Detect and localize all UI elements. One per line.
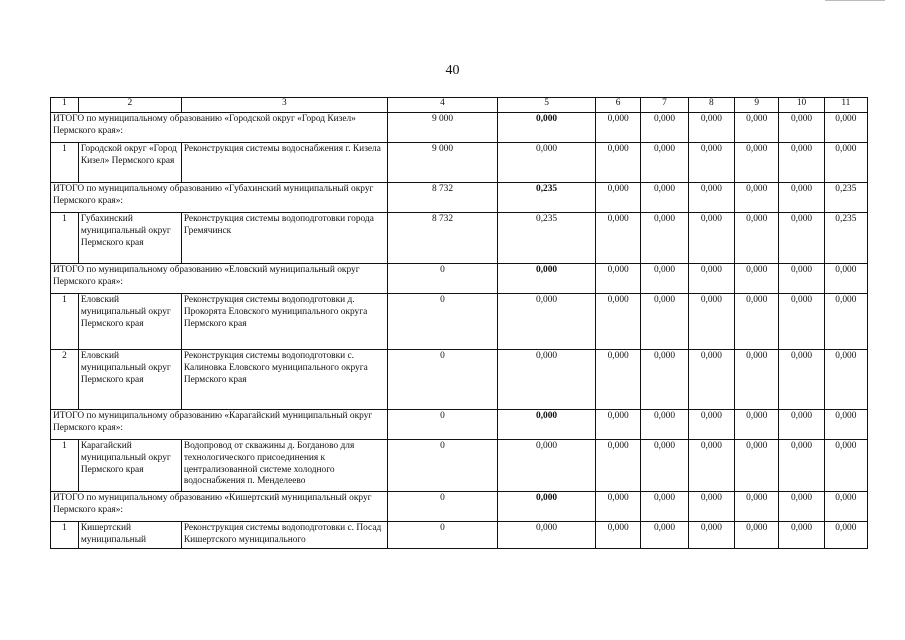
row-value: 0,000	[824, 522, 867, 549]
row-value: 9 000	[387, 143, 497, 183]
total-value: 0,000	[688, 492, 734, 522]
total-value: 0,000	[779, 113, 824, 143]
header-cell: 8	[688, 98, 734, 113]
row-value: 0,000	[641, 522, 688, 549]
row-number: 1	[51, 213, 79, 264]
total-value: 0,000	[641, 492, 688, 522]
table-row	[51, 213, 868, 264]
municipality-name: Карагайский муниципальный округ Пермского края	[78, 440, 181, 492]
row-value: 0	[387, 440, 497, 492]
total-value: 0,000	[641, 183, 688, 213]
row-value: 0,000	[735, 213, 779, 264]
total-value: 0	[387, 492, 497, 522]
row-value: 0,000	[824, 294, 867, 350]
table-row	[51, 522, 868, 549]
row-number: 2	[51, 350, 79, 410]
row-value: 0,000	[735, 522, 779, 549]
total-value: 0,000	[595, 113, 640, 143]
row-value: 0,000	[595, 143, 640, 183]
object-name: Реконструкция системы водоподготовки города Гремячинск	[181, 213, 387, 264]
total-value: 0,000	[498, 113, 596, 143]
total-value: 0,000	[498, 410, 596, 440]
table-row	[51, 143, 868, 183]
row-value: 0,000	[641, 213, 688, 264]
row-value: 0,235	[824, 213, 867, 264]
row-value: 0,000	[688, 350, 734, 410]
row-value: 0,000	[595, 350, 640, 410]
total-value: 0,000	[735, 113, 779, 143]
total-value: 0	[387, 410, 497, 440]
total-value: 0,000	[498, 264, 596, 294]
total-value: 0,000	[735, 492, 779, 522]
total-value: 0,235	[498, 183, 596, 213]
row-value: 0,000	[735, 143, 779, 183]
total-value: 0,000	[498, 492, 596, 522]
object-name: Реконструкция системы водоподготовки д. Прокорята Еловского муниципального округа Пермского края	[181, 294, 387, 350]
row-value: 0	[387, 294, 497, 350]
header-cell: 1	[51, 98, 79, 113]
total-label: ИТОГО по муниципальному образованию «Еловский муниципальный округ Пермского края»:	[51, 264, 388, 294]
total-label: ИТОГО по муниципальному образованию «Городской округ «Город Кизел» Пермского края»:	[51, 113, 388, 143]
row-number: 1	[51, 522, 79, 549]
row-value: 0,000	[779, 522, 824, 549]
municipality-name: Кишертский муниципальный	[78, 522, 181, 549]
row-value: 0,000	[824, 143, 867, 183]
row-value: 0,000	[688, 440, 734, 492]
total-row	[51, 113, 868, 143]
municipality-name: Еловский муниципальный округ Пермского края	[78, 294, 181, 350]
object-name: Реконструкция системы водоподготовки с. Калиновка Еловского муниципального округа Пермского края	[181, 350, 387, 410]
total-value: 0,000	[824, 492, 867, 522]
row-value: 0,000	[688, 522, 734, 549]
row-value: 0,000	[595, 294, 640, 350]
row-number: 1	[51, 440, 79, 492]
header-cell: 4	[387, 98, 497, 113]
row-value: 0,000	[498, 350, 596, 410]
row-value: 0,000	[688, 213, 734, 264]
total-row	[51, 410, 868, 440]
total-value: 0	[387, 264, 497, 294]
total-value: 0,000	[779, 492, 824, 522]
scan-artifact-line	[825, 0, 885, 1]
table-row	[51, 440, 868, 492]
table-row	[51, 294, 868, 350]
row-value: 0,000	[641, 440, 688, 492]
header-cell: 10	[779, 98, 824, 113]
total-value: 0,000	[688, 113, 734, 143]
row-value: 0,000	[688, 294, 734, 350]
row-value: 0,000	[498, 143, 596, 183]
total-label: ИТОГО по муниципальному образованию «Карагайский муниципальный округ Пермского края»:	[51, 410, 388, 440]
table-row	[51, 350, 868, 410]
header-cell: 3	[181, 98, 387, 113]
total-value: 0,000	[595, 410, 640, 440]
total-value: 0,000	[641, 264, 688, 294]
row-value: 0,000	[779, 143, 824, 183]
row-value: 0,000	[498, 522, 596, 549]
header-row	[51, 98, 868, 113]
total-value: 0,000	[779, 183, 824, 213]
total-value: 0,000	[688, 410, 734, 440]
object-name: Водопровод от скважины д. Богданово для технологического присоединения к централизованной системе холодного водоснабжения п. Менделеево	[181, 440, 387, 492]
total-value: 0,000	[688, 183, 734, 213]
row-value: 0,000	[641, 143, 688, 183]
row-value: 0,000	[779, 350, 824, 410]
row-value: 0,000	[824, 350, 867, 410]
total-value: 0,000	[641, 410, 688, 440]
row-value: 0,000	[735, 294, 779, 350]
total-value: 0,000	[595, 183, 640, 213]
total-value: 0,000	[824, 410, 867, 440]
total-label: ИТОГО по муниципальному образованию «Кишертский муниципальный округ Пермского края»:	[51, 492, 388, 522]
row-value: 0,000	[498, 294, 596, 350]
header-cell: 9	[735, 98, 779, 113]
row-value: 0,000	[595, 440, 640, 492]
municipality-name: Губахинский муниципальный округ Пермского края	[78, 213, 181, 264]
table-body	[51, 98, 868, 549]
header-cell: 5	[498, 98, 596, 113]
row-value: 0,000	[824, 440, 867, 492]
header-cell: 6	[595, 98, 640, 113]
row-number: 1	[51, 143, 79, 183]
total-value: 0,000	[595, 492, 640, 522]
row-value: 0,000	[595, 213, 640, 264]
data-table	[50, 97, 868, 549]
header-cell: 2	[78, 98, 181, 113]
row-value: 0,000	[779, 294, 824, 350]
total-row	[51, 264, 868, 294]
total-value: 9 000	[387, 113, 497, 143]
header-cell: 11	[824, 98, 867, 113]
total-value: 0,000	[595, 264, 640, 294]
total-value: 0,000	[735, 264, 779, 294]
page-number: 40	[445, 63, 460, 78]
total-value: 0,000	[779, 264, 824, 294]
row-value: 0,000	[779, 213, 824, 264]
row-number: 1	[51, 294, 79, 350]
header-cell: 7	[641, 98, 688, 113]
row-value: 0	[387, 522, 497, 549]
total-row	[51, 183, 868, 213]
row-value: 0,000	[641, 294, 688, 350]
row-value: 8 732	[387, 213, 497, 264]
total-value: 0,000	[735, 183, 779, 213]
total-value: 8 732	[387, 183, 497, 213]
total-row	[51, 492, 868, 522]
object-name: Реконструкция системы водоподготовки с. Посад Кишертского муниципального	[181, 522, 387, 549]
total-value: 0,235	[824, 183, 867, 213]
row-value: 0,000	[498, 440, 596, 492]
total-label: ИТОГО по муниципальному образованию «Губахинский муниципальный округ Пермского края»:	[51, 183, 388, 213]
row-value: 0,000	[735, 350, 779, 410]
total-value: 0,000	[824, 113, 867, 143]
total-value: 0,000	[735, 410, 779, 440]
row-value: 0,000	[735, 440, 779, 492]
row-value: 0,000	[688, 143, 734, 183]
total-value: 0,000	[824, 264, 867, 294]
total-value: 0,000	[779, 410, 824, 440]
municipality-name: Городской округ «Город Кизел» Пермского края	[78, 143, 181, 183]
total-value: 0,000	[641, 113, 688, 143]
row-value: 0	[387, 350, 497, 410]
row-value: 0,000	[595, 522, 640, 549]
row-value: 0,235	[498, 213, 596, 264]
municipality-name: Еловский муниципальный округ Пермского края	[78, 350, 181, 410]
row-value: 0,000	[779, 440, 824, 492]
row-value: 0,000	[641, 350, 688, 410]
object-name: Реконструкция системы водоснабжения г. Кизела	[181, 143, 387, 183]
total-value: 0,000	[688, 264, 734, 294]
